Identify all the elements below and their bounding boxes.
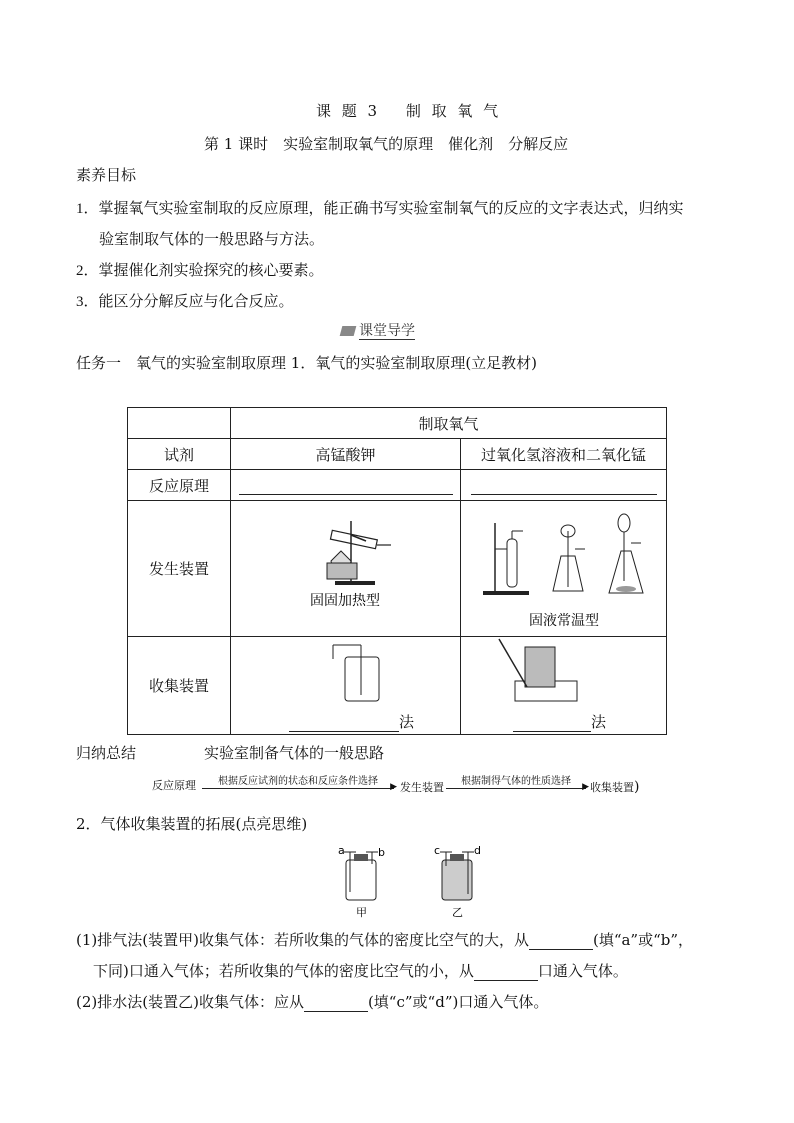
solid-liquid-apparatus-icon xyxy=(461,501,666,637)
question-1-line2: 下同)口通入气体；若所收集的气体的密度比空气的小，从 口通入气体。 xyxy=(93,962,628,980)
port-d: d xyxy=(474,844,481,857)
section2-heading: 2．气体收集装置的拓展(点亮思维) xyxy=(76,815,308,833)
lesson-subtitle: 第 1 课时 实验室制取氧气的原理 催化剂 分解反应 xyxy=(204,135,569,153)
flow-step-1: 反应原理 xyxy=(152,779,196,792)
summary-label: 归纳总结 xyxy=(76,744,137,762)
port-b: b xyxy=(378,846,385,859)
row-label-collect: 收集装置 xyxy=(128,637,231,735)
flow-step-2: 发生装置 xyxy=(400,781,444,794)
flow-diagram xyxy=(152,777,196,793)
question-2: (2)排水法(装置乙)收集气体：应从 (填“c”或“d”)口通入气体。 xyxy=(76,993,549,1011)
port-c: c xyxy=(434,844,441,857)
q2-blank[interactable] xyxy=(304,993,368,1012)
goal-item-1-cont: 验室制取气体的一般思路与方法。 xyxy=(99,230,325,248)
book-icon xyxy=(340,326,357,336)
goal-item-2: 2．掌握催化剂实验探究的核心要素。 xyxy=(76,261,324,279)
port-a: a xyxy=(338,844,345,857)
collect-blank-2[interactable] xyxy=(513,713,591,732)
device-caption-2: 固液常温型 xyxy=(529,613,599,629)
lesson-title: 课 题 3 制 取 氧 气 xyxy=(316,102,502,120)
flow-step-3: 收集装置) xyxy=(590,779,640,795)
principle-blank-2[interactable] xyxy=(471,476,657,495)
device-caption-1: 固固加热型 xyxy=(310,593,380,609)
bottle-diagrams xyxy=(330,842,490,920)
reagent-kmno4: 高锰酸钾 xyxy=(231,439,461,470)
q1-blank-1[interactable] xyxy=(529,931,593,950)
reagent-h2o2: 过氧化氢溶液和二氧化锰 xyxy=(461,439,667,470)
principle-blank-1[interactable] xyxy=(239,476,453,495)
solid-heating-apparatus-icon xyxy=(231,501,460,637)
goal-item-1: 1．掌握氧气实验室制取的反应原理，能正确书写实验室制氧气的反应的文字表达式，归纳实 xyxy=(76,199,684,217)
table-header: 制取氧气 xyxy=(231,408,667,439)
oxygen-prep-table: 制取氧气 试剂 高锰酸钾 过氧化氢溶液和二氧化锰 反应原理 发生装置 固固加热型 固液常温型 收集装置 法 法 xyxy=(127,407,667,735)
bottle-yi-icon xyxy=(434,844,481,919)
collect-blank-1[interactable] xyxy=(289,713,399,732)
goals-heading: 素养目标 xyxy=(76,166,137,184)
flow-arrow-2: 根据制得气体的性质选择 ▶ xyxy=(446,772,586,789)
bottle-yi-label: 乙 xyxy=(452,906,463,919)
q1-blank-2[interactable] xyxy=(474,962,538,981)
row-label-principle: 反应原理 xyxy=(128,470,231,501)
question-1-line1: (1)排气法(装置甲)收集气体：若所收集的气体的密度比空气的大，从 (填“a”或“b”， xyxy=(76,931,694,949)
row-label-reagent: 试剂 xyxy=(128,439,231,470)
bottle-jia-label: 甲 xyxy=(356,906,367,919)
summary-title: 实验室制备气体的一般思路 xyxy=(204,744,385,762)
goal-item-3: 3．能区分分解反应与化合反应。 xyxy=(76,292,294,310)
flow-arrow-1: 根据反应试剂的状态和反应条件选择 ▶ xyxy=(202,772,394,789)
bottle-jia-icon xyxy=(338,844,385,919)
section-banner: 课堂导学 xyxy=(341,320,415,340)
row-label-device: 发生装置 xyxy=(128,501,231,637)
task1-heading: 任务一 氧气的实验室制取原理 1．氧气的实验室制取原理(立足教材) xyxy=(76,354,538,372)
